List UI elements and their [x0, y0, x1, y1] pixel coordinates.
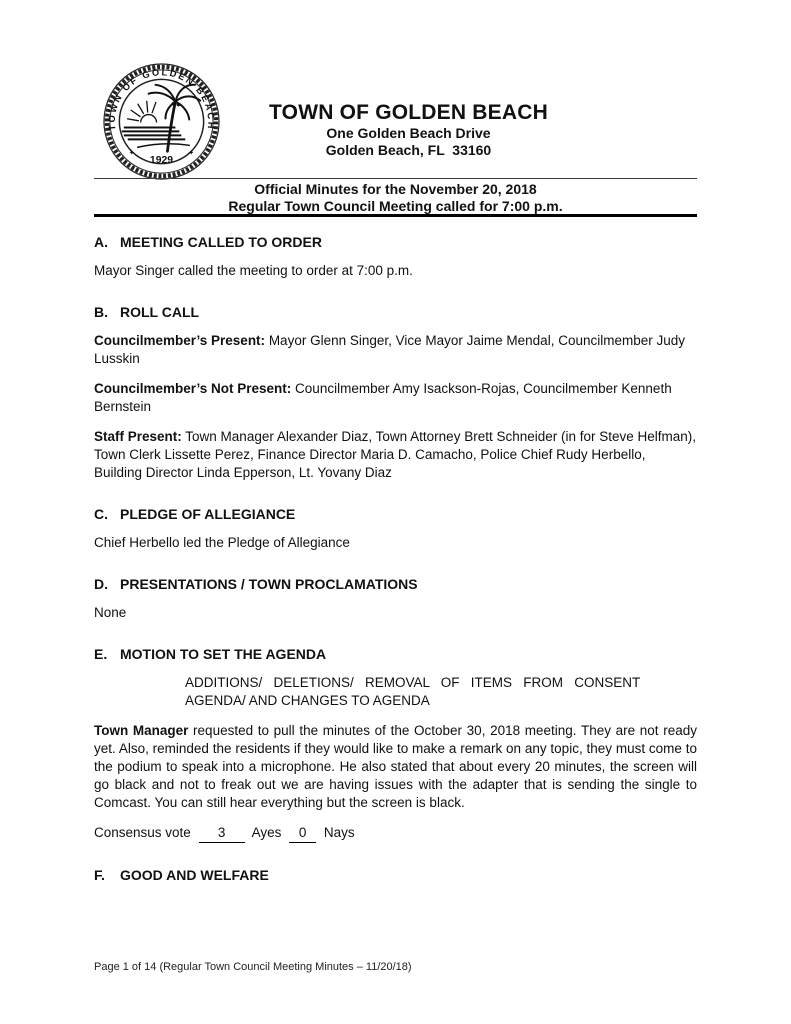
paragraph-presentations: None [94, 605, 127, 620]
address-line-1: One Golden Beach Drive [326, 125, 491, 141]
minutes-title-line-1: Official Minutes for the November 20, 2018 [254, 181, 537, 197]
present-text: Mayor Glenn Singer, Vice Mayor Jaime Mendal, Councilmember Judy Lusskin [94, 333, 685, 366]
minutes-title-line-2: Regular Town Council Meeting called for 7:00 p.m. [228, 197, 563, 214]
not-present-text: Councilmember Amy Isackson-Rojas, Councilmember Kenneth Bernstein [94, 381, 672, 414]
agenda-subitem [185, 674, 697, 710]
section-heading-c [94, 506, 697, 522]
seal-arc-text: TOWN OF GOLDEN BEACH [106, 67, 217, 132]
section-letter: C. [94, 506, 108, 522]
section-title: PRESENTATIONS / TOWN PROCLAMATIONS [120, 576, 418, 592]
staff-text: Town Manager Alexander Diaz, Town Attorney Brett Schneider (in for Steve Helfman), Town Clerk Lissette Perez, Finance Director Maria D. Camacho, Police Chief Rudy Herbello, Building Director Linda Epperson, Lt. Yovany Diaz [94, 429, 697, 480]
section-title: MEETING CALLED TO ORDER [120, 234, 322, 250]
minutes-body [94, 228, 697, 883]
section-title: PLEDGE OF ALLEGIANCE [120, 506, 296, 522]
letterhead [26, 101, 791, 159]
seal-star-left-icon: ✦ [128, 148, 135, 158]
paragraph-called-to-order: Mayor Singer called the meeting to order at 7:00 p.m. [94, 263, 413, 278]
town-name: TOWN OF GOLDEN BEACH [269, 101, 548, 124]
section-letter: F. [94, 867, 105, 883]
header-rule-thick [94, 214, 697, 217]
consensus-vote-line [94, 824, 697, 843]
not-present-label: Councilmember’s Not Present: [94, 381, 292, 396]
town-manager-label: Town Manager [94, 723, 189, 738]
town-manager-text: requested to pull the minutes of the October 30, 2018 meeting. They are not ready yet. Also, reminded the residents if they would like to make a remark on any topic, they must come to the podium to speak into a microphone. He also stated that about every 20 minutes, the screen will go black and not to freak out we are having issues with the adapter that is sending the single to Comcast. You can still hear everything but the screen is black. [94, 723, 697, 810]
section-letter: A. [94, 234, 108, 250]
nays-label: Nays [323, 825, 355, 840]
section-heading-e [94, 646, 697, 662]
staff-label: Staff Present: [94, 429, 182, 444]
minutes-title [0, 181, 791, 214]
section-title: MOTION TO SET THE AGENDA [120, 646, 327, 662]
paragraph-present [94, 332, 697, 368]
section-title: GOOD AND WELFARE [120, 867, 269, 883]
paragraph-pledge: Chief Herbello led the Pledge of Allegiance [94, 535, 350, 550]
seal-year: 1929 [149, 155, 174, 167]
consensus-prefix: Consensus vote [94, 825, 191, 840]
section-title: ROLL CALL [120, 304, 200, 320]
paragraph-staff-present [94, 428, 697, 482]
agenda-subitem-line-2: AGENDA/ AND CHANGES TO AGENDA [185, 693, 430, 708]
section-heading-b [94, 304, 697, 320]
present-label: Councilmember’s Present: [94, 333, 266, 348]
nays-count-blank: 0 [289, 824, 316, 843]
section-letter: E. [94, 646, 108, 662]
section-letter: B. [94, 304, 108, 320]
ayes-label: Ayes [251, 825, 282, 840]
page-footer: Page 1 of 14 (Regular Town Council Meeting Minutes – 11/20/18) [94, 961, 412, 973]
section-heading-f [94, 867, 697, 883]
ayes-count-blank: 3 [199, 824, 245, 843]
paragraph-town-manager [94, 722, 697, 812]
section-heading-d [94, 576, 697, 592]
section-letter: D. [94, 576, 108, 592]
paragraph-not-present [94, 380, 697, 416]
header-rule-thin [94, 178, 697, 179]
agenda-subitem-line-1: ADDITIONS/ DELETIONS/ REMOVAL OF ITEMS FROM CONSENT [185, 675, 641, 690]
section-heading-a [94, 234, 697, 250]
address-line-2: Golden Beach, FL 33160 [325, 142, 492, 158]
seal-star-right-icon: ✦ [188, 148, 195, 158]
